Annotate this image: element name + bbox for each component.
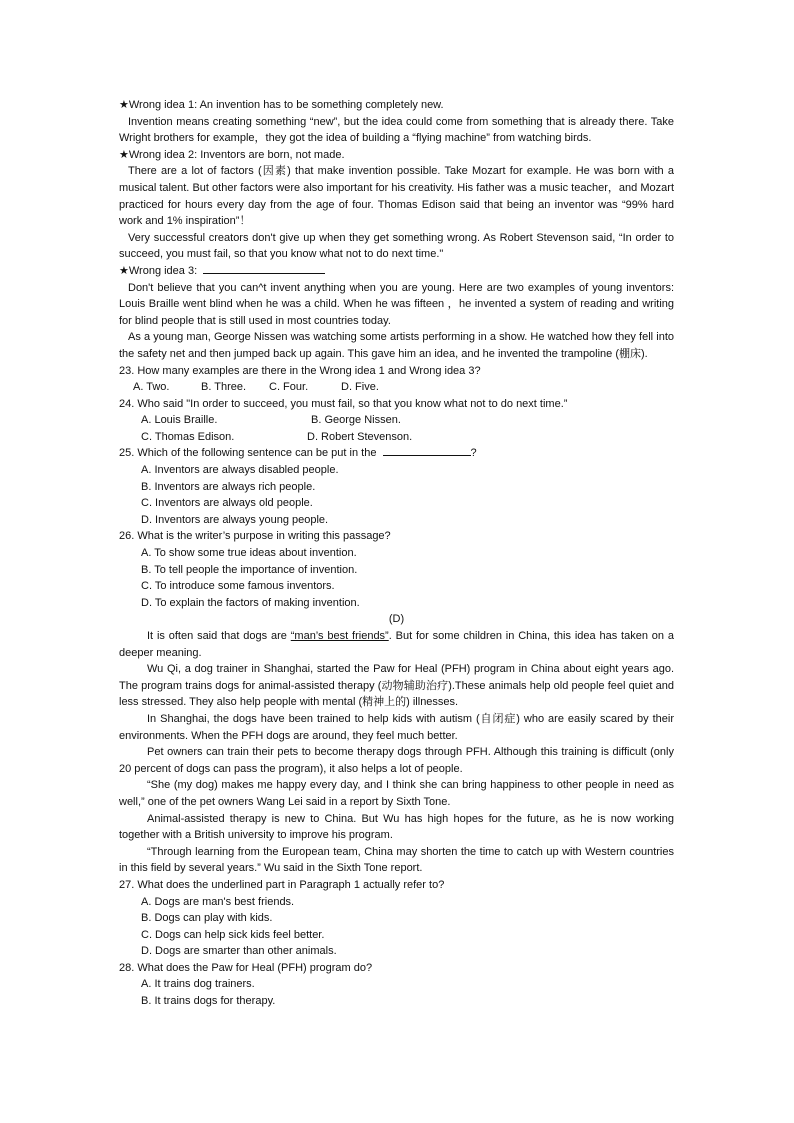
q23-option-c: C. Four. [269,381,309,394]
q27-option-d: D. Dogs are smarter than other animals. [141,945,337,958]
wrong-idea-2-paragraph-2: Very successful creators don't give up when they get something wrong. As Robert Stevenson said, “In order to succeed, you must fail, so that you know what not to do next time." [119,231,674,261]
passage-d-paragraph-1 [119,628,674,661]
underlined-phrase: “man’s best friends” [290,630,389,642]
answer-blank [203,263,325,274]
q23-options [119,379,674,396]
q27-option-c: C. Dogs can help sick kids feel better. [141,928,325,941]
passage-d-paragraph-3: In Shanghai, the dogs have been trained to help kids with autism (自闭症) who are easily scared by their environments. When the PFH dogs are around, they feel much better. [119,712,674,742]
q28-option-a: A. It trains dog trainers. [141,978,255,991]
q24-option-a: A. Louis Braille. [141,414,218,427]
q26-option-d: D. To explain the factors of making invention. [141,596,360,609]
passage-d-paragraph-4: Pet owners can train their pets to become therapy dogs through PFH. Although this training is difficult (only 20 percent of dogs can pass the program), it also helps a lot of people. [119,746,674,775]
q23-option-d: D. Five. [341,381,379,394]
q26-option-b: B. To tell people the importance of invention. [141,563,358,576]
section-d-label: (D) [388,613,405,626]
q25-option-d: D. Inventors are always young people. [141,513,329,526]
wrong-idea-3-paragraph-2: As a young man, George Nissen was watching some artists performing in a show. He watched how they fell into the safety net and then jumped back up again. This gave him an idea, and he invented the trampoline (棚床). [119,331,674,360]
q25-option-b: B. Inventors are always rich people. [141,480,316,493]
q25-stem-end: ? [470,447,477,460]
q27-stem: 27. What does the underlined part in Paragraph 1 actually refer to? [119,878,445,891]
q24-stem: 24. Who said "In order to succeed, you must fail, so that you know what not to do next time.” [119,397,568,410]
passage-d-paragraph-7: “Through learning from the European team, China may shorten the time to catch up with Western countries in this field by several years.” Wu said in the Sixth Tone report. [119,845,674,875]
q25-option-c: C. Inventors are always old people. [141,497,313,510]
q25-stem: 25. Which of the following sentence can be put in the [119,447,377,460]
q27-option-b: B. Dogs can play with kids. [141,912,273,925]
wrong-idea-1-paragraph: Invention means creating something “new”, but the idea could come from something that is already there. Take Wright brothers for example，they got the idea of building a “flying machine” from watching birds. [119,115,674,145]
q24-options-row-2 [119,429,674,446]
p1-post: . But for some children in China, this idea has taken on a deeper meaning. [119,630,675,659]
q26-stem: 26. What is the writer’s purpose in writing this passage? [119,530,391,543]
q23-option-a: A. Two. [133,381,170,394]
q24-option-b: B. George Nissen. [311,414,401,427]
wrong-idea-2-title: ★Wrong idea 2: Inventors are born, not made. [119,148,345,161]
wrong-idea-3-paragraph-1: Don't believe that you can^t invent anything when you are young. Here are two examples of young inventors: Louis Braille went blind when he was a child. When he was fifteen ，he invented a system of reading and writing for blind people that is still used in most countries today. [119,281,674,327]
q23-stem: 23. How many examples are there in the Wrong idea 1 and Wrong idea 3? [119,364,481,377]
wrong-idea-1-title: ★Wrong idea 1: An invention has to be something completely new. [119,99,444,111]
q24-option-c: C. Thomas Edison. [141,430,235,443]
q25-stem-line [119,445,674,462]
wrong-idea-2-paragraph-1: There are a lot of factors (因素) that make invention possible. Take Mozart for example. He was born with a musical talent. But other factors were also important for his creativity. His father was a music teacher，and Mozart practiced for hours every day from the age of four. Thomas Edison said that being an inventor was “99% hard work and 1% inspiration”！ [119,165,674,228]
passage-d-paragraph-6: Animal-assisted therapy is new to China. But Wu has high hopes for the future, as he is now working together with a British university to improve his program. [119,812,674,842]
passage-d-paragraph-5: “She (my dog) makes me happy every day, and I think she can bring happiness to other people in need as well,” one of the pet owners Wang Lei said in a report by Sixth Tone. [119,779,674,808]
q26-option-a: A. To show some true ideas about invention. [141,547,357,560]
passage-d-paragraph-2: Wu Qi, a dog trainer in Shanghai, started the Paw for Heal (PFH) program in China about eight years ago. The program trains dogs for animal-assisted therapy (动物辅助治疗).These animals help old people feel quiet and less stressed. They also help people with mental (精神上的) illnesses. [119,663,674,709]
q23-option-b: B. Three. [201,381,247,394]
q25-blank [383,445,471,456]
document-page [119,97,674,1010]
wrong-idea-3-title: ★Wrong idea 3: [119,264,198,277]
wrong-idea-3-title-line [119,263,674,280]
q25-option-a: A. Inventors are always disabled people. [141,464,339,477]
q28-option-b: B. It trains dogs for therapy. [141,995,276,1008]
q28-stem: 28. What does the Paw for Heal (PFH) program do? [119,961,373,974]
q24-options-row-1 [119,412,674,429]
q26-option-c: C. To introduce some famous inventors. [141,580,335,593]
q27-option-a: A. Dogs are man's best friends. [141,895,295,908]
p1-pre: It is often said that dogs are [147,630,287,642]
q24-option-d: D. Robert Stevenson. [307,430,413,443]
